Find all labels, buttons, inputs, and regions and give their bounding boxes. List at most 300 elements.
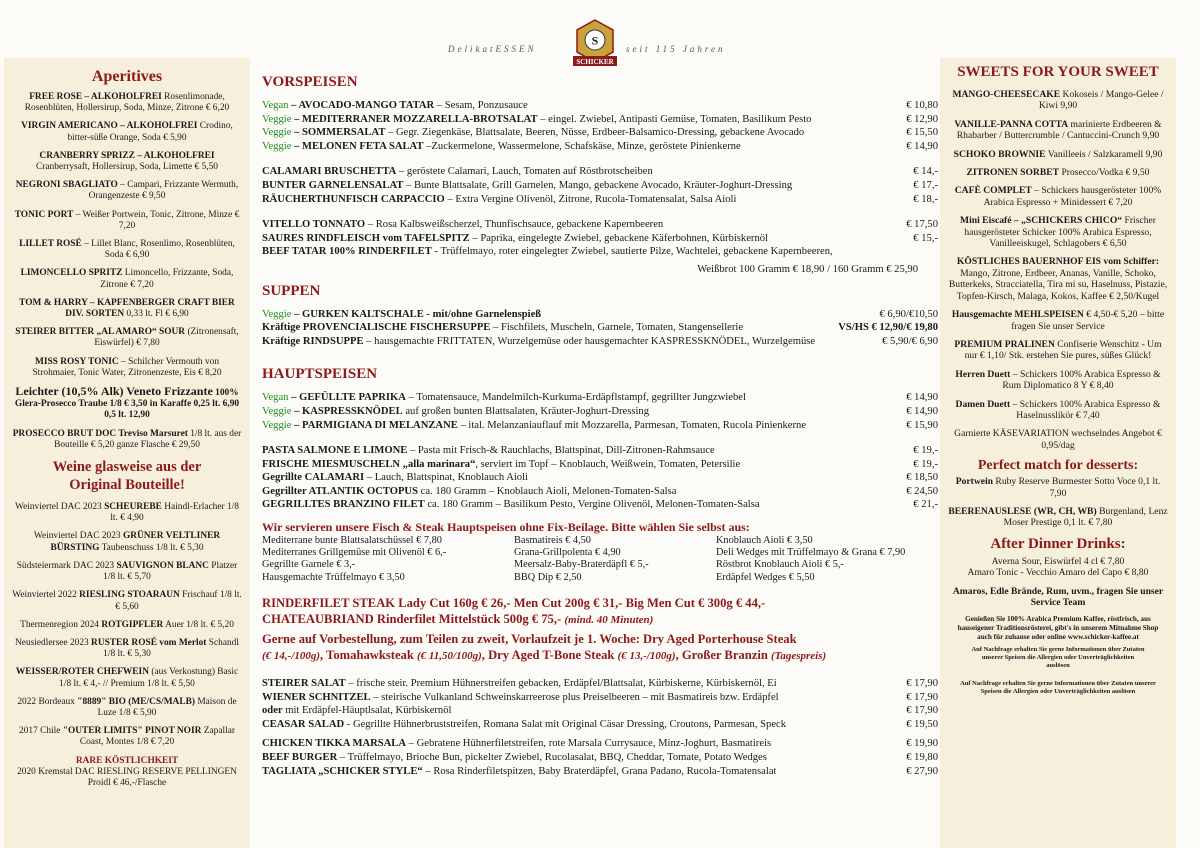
menu-item [262,737,938,751]
dessert-name: PREMIUM PRALINEN [954,338,1055,350]
aperitive-name: Leichter (10,5% Alk) Veneto Frizzante [15,384,213,399]
dish-name: – AVOCADO-MANGO TATAR [291,100,435,111]
aperitive-desc: (Zitronensaft, Eiswürfel) € 7,80 [94,327,239,349]
spacer [262,432,938,444]
aperitive-name: CRANBERRY SPRIZZ – ALKOHOLFREI [39,150,215,161]
dish-desc: mit Erdäpfel-Häuptlsalat, Kürbiskernöl [282,705,452,717]
aperitive-desc: – Lillet Blanc, Rosenlimo, Rosenblüten, Soda € 6,90 [84,239,235,261]
dessert-desc: marinierte Erdbeeren & Rhabarber / Buttercrumble / Cantuccini-Crunch 9,90 [956,118,1162,142]
menu-item-text [262,718,786,732]
dish-name: RÄUCHERTHUNFISCH CARPACCIO [262,193,445,205]
wine-desc: Maison de Luze 1/8 € 5,90 [97,696,237,718]
menu-item [262,218,938,232]
dish-name: CHICKEN TIKKA MARSALA [262,738,407,750]
side-dish: Röstbrot Knoblauch Aioli € 5,- [716,559,844,571]
dish-price: € 19,- [913,458,938,470]
diet-label: Veggie [262,419,292,431]
aperitive-name: NEGRONI SBAGLIATO [15,180,118,191]
side-dish: Knoblauch Aioli € 3,50 [716,535,813,547]
dish-name: – KASPRESSKNÖDEL [294,405,403,417]
aperitive-item [12,151,242,173]
diet-label: Veggie [262,405,292,417]
chateaubriand: CHATEAUBRIAND Rinderfilet Mittelstück 500g € 75,- [262,611,562,626]
svg-text:SCHICKER: SCHICKER [576,58,614,66]
dish-price: € 27,90 [906,765,938,777]
wine-item [12,697,242,719]
menu-item [262,405,938,419]
menu-item-text [262,485,676,499]
match-name: BEERENAUSLESE (WR, CH, WB) [948,505,1097,517]
menu-item [262,704,938,718]
aperitive-desc: Limoncello, Frizzante, Soda, Zitrone € 7,20 [100,268,234,290]
dessert-item [948,149,1168,160]
menu-item [262,232,938,246]
menu-item-text [262,677,777,691]
dish-desc: – ital. Melanzaniauflauf mit Mozzarella, Parmesan, Tomaten, Rucola Pinienkerne [457,419,807,431]
aperitive-desc: – Campari, Frizzante Wermuth, Orangenzeste € 9,50 [88,180,239,202]
wines-list [12,502,242,789]
schicker-logo [567,18,623,70]
menu-item [262,458,938,472]
dish-price: € 19,50 [906,718,938,730]
dish-name: Gegrillter ATLANTIK OCTOPUS [262,485,418,497]
after-dinner-note: Amaros, Edle Brände, Rum, uvm., fragen Sie unser Service Team [952,585,1164,608]
suppen-title: SUPPEN [262,282,321,299]
dessert-name: Herren Duett [955,368,1011,380]
aperitive-name: TOM & HARRY – KAPFENBERGER CRAFT BIER DIV. SORTEN [19,297,235,320]
vorspeisen-title: VORSPEISEN [262,74,358,90]
dish-price: € 17,90 [906,691,938,703]
dessert-name: Mini Eiscafé – „SCHICKERS CHICO“ [960,215,1123,227]
dish-price: € 19,- [913,445,938,457]
dish-desc: – geröstete Calamari, Lauch, Tomaten auf Röstbrotscheiben [396,166,653,178]
menu-item [262,419,938,433]
dish-price: € 17,- [913,179,938,191]
dish-price: € 15,50 [906,127,938,139]
wine-origin: Weinviertel DAC 2023 [33,531,121,542]
menu-item [262,471,938,485]
dessert-desc: – Schickers hausgerösteter 100% Arabica Espresso + Minidessert € 7,20 [983,185,1162,208]
wine-origin: Südsteiermark DAC 2023 [16,560,115,571]
dessert-item [948,119,1168,142]
dish-price: € 14,90 [906,392,938,404]
dessert-desc: Vanilleeis / Salzkaramell 9,90 [1047,148,1163,160]
aperitive-name: STEIRER BITTER „AL AMARO“ SOUR [15,327,186,338]
aperitives-title: Aperitives [91,68,163,85]
wine-origin: Thermenregion 2024 [20,619,99,630]
sweets-sidebar [940,58,1176,848]
dish-price: € 21,- [913,499,938,511]
menu-item-text [262,471,528,485]
wine-desc: Platzer 1/8 lt. € 5,70 [103,560,238,583]
header-tagline-left: DelikatESSEN [448,44,537,54]
match-item [948,476,1168,499]
dish-name: oder [262,705,283,717]
aperitive-name: TONIC PORT [14,209,74,220]
dish-desc: – Gebratene Hühnerfiletstreifen, rote Marsala Currysauce, Minz-Joghurt, Basmatireis [406,738,772,750]
wine-name: "OUTER LIMITS" PINOT NOIR [62,726,202,737]
dish-price: € 17,50 [906,219,938,231]
dessert-item [948,167,1168,178]
diet-label: Veggie [262,140,292,152]
dessert-desc: – Schickers 100% Arabica Espresso & Haselnusslikör € 7,40 [1012,398,1161,421]
diet-label: Vegan [262,100,289,111]
dish-name: VITELLO TONNATO [262,219,366,231]
side-dish: Basmatireis € 4,50 [514,535,591,547]
dessert-desc: Confiserie Wenschitz - Um nur € 1,10/ Stk. erstehen Sie pures, süßes Glück! [964,338,1162,362]
tatar-sizes [262,263,918,277]
menu-item-text [262,126,804,140]
diet-label: Veggie [262,127,292,139]
dish-name: BEEF BURGER [262,752,338,764]
dish-price: € 24,50 [906,485,938,497]
dessert-desc: Kokoseis / Mango-Gelee / Kiwi 9,90 [1038,89,1164,112]
dessert-item [948,215,1168,249]
diet-label: Vegan [262,392,289,404]
dish-name: TAGLIATA „SCHICKER STYLE“ [262,765,423,777]
beilagen-note: Wir servieren unsere Fisch & Steak Hauptspeisen ohne Fix-Beilage. Bitte wählen Sie selbst aus: [262,520,750,535]
menu-item [262,485,938,499]
menu-item-text [262,245,833,259]
menu-item-text [262,498,760,512]
spacer [262,153,938,165]
wine-name: SCHEUREBE [104,502,162,513]
menu-item [262,691,938,705]
side-dish: Erdäpfel Wedges € 5,50 [716,571,815,583]
dish-desc: – Rosa Kalbsweißscherzel, Thunfischsauce, gebackene Kapernbeeren [365,219,664,231]
dessert-desc: € 4,50-€ 5,20 – bitte fragen Sie unser Service [1011,309,1165,332]
dish-price: € 14,- [913,166,938,178]
hauptspeisen-list [262,391,938,512]
aperitive-name: MISS ROSY TONIC [34,356,119,367]
dish-name: – MEDITERRANER MOZZARELLA-BROTSALAT [294,113,538,125]
sweets-list [948,89,1168,451]
dish-price: € 19,90 [906,738,938,750]
dessert-item [948,309,1168,332]
dish-name: SAURES RINDFLEISCH vom TAFELSPITZ [262,232,470,244]
aperitive-item [12,429,242,451]
wine-origin: 2022 Bordeaux [17,696,75,707]
dessert-item [948,399,1168,422]
dessert-name: CAFÈ COMPLET [954,185,1032,197]
dish-price [932,245,938,259]
dessert-desc: Frischer hausgerösteter Schicker 100% Arabica Espresso, Vanilleeiskugel, Schlagobers € 6,50 [964,215,1156,250]
side-dish: Meersalz-Baby-Braterdäpfl € 5,- [514,559,649,571]
dessert-name: KÖSTLICHES BAUERNHOF EIS vom Schiffer: [956,256,1160,268]
menu-item [262,113,938,127]
dessert-item [948,185,1168,208]
match-item [948,506,1168,529]
aperitive-name: VIRGIN AMERICANO – ALKOHOLFREI [21,121,198,132]
aperitive-desc: – Weißer Portwein, Tonic, Zitrone, Minze € 7,20 [75,209,240,231]
side-dish: BBQ Dip € 2,50 [514,571,582,583]
dish-price: € 6,90/€10,50 [879,308,938,320]
wine-item [12,756,242,790]
dish-desc: auf großen bunten Blattsalaten, Kräuter-Joghurt-Dressing [402,405,650,417]
dish-name: STEIRER SALAT [262,678,346,690]
wine-desc: Taubenschuss 1/8 lt. € 5,30 [101,542,204,553]
aperitive-item [12,327,242,349]
aperitive-desc: 0,33 lt. Fl € 6,90 [126,309,189,320]
dish-name: BUNTER GARNELENSALAT [262,179,404,191]
aperitive-desc: Crodino, bitter-süße Orange, Soda € 5,90 [67,121,233,143]
menu-item-text [262,335,815,349]
dish-desc: – Tomatensauce, Mandelmilch-Kurkuma-Erdäpflstampf, gegrillter Jungzwiebel [405,392,746,404]
aperitive-desc: Cranberrysaft, Hollersirup, Soda, Limette € 5,50 [36,162,218,173]
dessert-desc: Prosecco/Vodka € 9,50 [1061,167,1150,179]
dessert-item [948,369,1168,392]
aperitives-list [12,92,242,451]
wine-item [12,531,242,553]
aperitive-item [12,357,242,379]
aperitive-name: LIMONCELLO SPRITZ [20,268,123,279]
wine-desc: Haindl-Erlacher 1/8 lt. € 4,90 [110,502,239,524]
wine-name: RIESLING STOARAUN [79,590,180,601]
wine-name: RUSTER ROSÉ vom Merlot [91,637,207,648]
dish-name: – GURKEN KALTSCHALE - mit/ohne Garnelenspieß [294,308,542,320]
aperitive-desc: Rosenlimonade, Rosenblüten, Hollersirup, Soda, Minze, Zitrone € 6,20 [24,92,230,114]
menu-item-text [262,179,792,193]
dish-name: – PARMIGIANA DI MELANZANE [294,419,458,431]
dish-name: GEGRILLTES BRANZINO FILET [262,499,425,511]
vorspeisen-list [262,99,938,259]
menu-item [262,165,938,179]
dessert-item [948,256,1168,302]
dish-name: Kräftige RINDSUPPE [262,335,364,347]
menu-item-text [262,751,767,765]
dish-price: € 10,80 [906,100,938,111]
menu-item [262,391,938,405]
wine-desc: Zapallar Coast, Montes 1/8 € 7,20 [79,726,235,748]
side-dish: Hausgemachte Trüffelmayo € 3,50 [262,571,405,583]
menu-item-text [262,232,768,246]
dish-desc: – Extra Vergine Olivenöl, Zitrone, Rucola-Tomatensalat, Salsa Aioli [444,193,737,205]
dish-price: € 18,- [913,193,938,205]
dish-desc: – Gegr. Ziegenkäse, Blattsalate, Beeren, Nüsse, Erdbeer-Balsamico-Dressing, gebackene Avocado [385,127,805,139]
dessert-name: VANILLE-PANNA COTTA [954,118,1069,130]
dish-name: Kräftige PROVENCIALISCHE FISCHERSUPPE [262,322,491,334]
menu-item-text [262,308,541,322]
menu-item [262,718,938,732]
chateaubriand-note: (mind. 40 Minuten) [564,613,654,626]
dessert-name: Damen Duett [955,398,1011,410]
spacer [262,206,938,218]
wine-item [12,590,242,612]
dish-desc: – Sesam, Ponzusauce [434,100,528,111]
menu-item-text [262,405,649,419]
menu-item-text [262,165,653,179]
dish-price: € 18,50 [906,472,938,484]
wine-item [12,667,242,689]
aperitive-item [12,92,242,114]
dessert-name: Hausgemachte MEHLSPEISEN [951,309,1084,321]
aperitive-desc: 1/8 lt. aus der Bouteille € 5,20 ganze Flasche € 29,50 [54,428,242,450]
dish-desc: – eingel. Zwiebel, Antipasti Gemüse, Tomaten, Basilikum Pesto [537,113,812,125]
dish-desc: ca. 180 Gramm – Knoblauch Aioli, Melonen-Tomaten-Salsa [417,485,677,497]
menu-item-text [262,193,736,207]
dessert-item [948,428,1168,451]
menu-item-text [262,737,771,751]
aperitive-desc: 100% Glera-Prosecco Traube 1/8 € 3,50 in Karaffe 0,25 lt. 6,90 0,5 lt. 12,90 [14,388,240,421]
diet-label: Veggie [262,113,292,125]
dish-desc: – Pasta mit Frisch-& Rauchlachs, Blattspinat, Dill-Zitronen-Rahmsauce [407,445,715,457]
menu-item [262,444,938,458]
dish-name: CALAMARI BRUSCHETTA [262,166,397,178]
wine-origin: Weinviertel 2022 [12,590,77,601]
suppen-list [262,308,938,349]
wine-origin: 2017 Chile [19,726,61,737]
dish-price: VS/HS € 12,90/€ 19,80 [838,322,938,334]
menu-item [262,765,938,779]
wine-desc: Frischauf 1/8 lt. € 5,60 [115,590,242,612]
dish-desc: – Paprika, eingelegte Zwiebel, gebackene Käferbohnen, Kürbiskernöl [469,232,768,244]
classics-list [262,677,938,778]
wine-item [12,502,242,524]
wine-item [12,638,242,660]
menu-item [262,99,938,113]
dessert-desc: – Schickers 100% Arabica Espresso & Rum Diplomatico 8 Y € 8,40 [1002,368,1161,392]
menu-item [262,498,938,512]
dessert-desc: Mango, Zitrone, Erdbeer, Ananas, Vanille, Schoko, Butterkeks, Stracciatella, Tira mi su, Haselnuss, Pistazie, Topfen-Kirsch, Malaga, Kokos, Kaffee € 2,50/Kugel [948,267,1168,302]
menu-item-text [262,419,806,433]
dish-name: BEEF TATAR 100% RINDERFILET [262,246,432,258]
menu-item-text [262,391,746,405]
menu-item [262,140,938,154]
menu-item-text [262,444,715,458]
aperitives-sidebar [4,58,250,848]
dish-name: FRISCHE MIESMUSCHELN „alla marinara“ [262,458,476,470]
after-dinner-title: After Dinner Drinks: [990,535,1126,552]
dish-name: CEASAR SALAD [262,718,345,730]
dish-price: € 15,90 [906,419,938,431]
dessert-item [948,339,1168,362]
allergen-note-1: Auf Nachfrage erhalten Sie gerne Informationen über Zutaten unserer Speisen die Allergien oder Unverträglichkeiten auslösen [971,646,1145,670]
wine-desc: (aus Verkostung) Basic 1/8 lt. € 4,- // Premium 1/8 lt. € 5,50 [59,667,239,689]
menu-item-text [262,321,743,335]
steak-line-1: RINDERFILET STEAK Lady Cut 160g € 26,- Men Cut 200g € 31,- Big Men Cut € 300g € 44,- [262,595,766,610]
match-list [948,476,1168,529]
dish-price: € 5,90/€ 6,90 [882,335,938,347]
menu-item-text [262,691,779,705]
menu-item [262,677,938,691]
aperitive-name: FREE ROSE – ALKOHOLFREI [29,92,162,102]
menu-item-text [262,704,451,718]
header-tagline-right: seit 115 Jahren [626,44,726,54]
dish-desc: – steirische Vulkanland Schweinskarreerose plus Preiselbeeren – mit Basmatireis bzw. Erdäpfel [370,691,779,703]
menu-item [262,308,938,322]
dish-name: PASTA SALMONE E LIMONE [262,445,408,457]
dish-desc: - Trüffelmayo, roter eingelegter Zwiebel, sautierte Pilze, Wachtelei, gebackene Kapernbeeren, [431,246,833,258]
dish-price: € 17,90 [906,705,938,717]
dish-price: € 17,90 [906,678,938,690]
aperitive-item [12,121,242,143]
dish-desc: – Fischfilets, Muscheln, Garnele, Tomaten, Stangensellerie [490,322,744,334]
dish-price: € 15,- [913,232,938,244]
menu-item [262,335,938,349]
menu-item-text [262,218,663,232]
after-dinner-drink: Amaro Tonic - Vecchio Amaro del Capo € 8,80 [967,567,1149,579]
side-dish: Mediterrane bunte Blattsalatschüssel € 7,80 [262,535,442,547]
menu-item [262,751,938,765]
aperitive-desc: – Schilcher Vermouth von Strohmaier, Tonic Water, Zitronenzeste, Eis € 8,20 [32,356,222,378]
aperitive-item [12,298,242,320]
side-dish: Deli Wedges mit Trüffelmayo & Grana € 7,90 [716,547,906,559]
dish-desc: – hausgemachte FRITTATEN, Wurzelgemüse oder hausgemachter KASPRESSKNÖDEL, Wurzelgemüse [363,335,816,347]
aperitive-item [12,268,242,290]
menu-item-text [262,140,741,154]
sweets-title: SWEETS FOR YOUR SWEET [957,64,1159,80]
wine-desc: 2020 Kremstal DAC RIESLING RESERVE PELLINGEN Proidl € 46,-/Flasche [17,766,237,788]
wines-title: Weine glasweise aus der Original Bouteille! [52,459,202,494]
dish-desc: –Zuckermelone, Wassermelone, Schafskäse, Minze, geröstete Pinienkerne [423,140,741,152]
dish-price: € 19,80 [906,752,938,764]
main-menu [262,74,938,778]
aperitive-item [12,180,242,202]
match-desc: Burgenland, Lenz Moser Prestige 0,1 lt. € 7,80 [1003,505,1168,529]
dish-desc: – Lauch, Blattspinat, Knoblauch Aioli [364,472,528,484]
wine-name: RARE KÖSTLICHKEIT [75,755,179,766]
dessert-name: SCHOKO BROWNIE [953,148,1046,160]
wine-desc: Auer 1/8 lt. € 5,20 [165,619,234,630]
side-dish: Mediterranes Grillgemüse mit Olivenöl € 6,- [262,547,447,559]
diet-label: Veggie [262,308,292,320]
side-dish: Gegrillte Garnele € 3,- [262,559,356,571]
wine-origin: Weinviertel DAC 2023 [15,502,102,513]
dish-price: € 14,90 [906,140,938,152]
aperitive-item [12,239,242,261]
tatar-sizes-text: Weißbrot 100 Gramm € 18,90 / 160 Gramm € 25,90 [697,263,918,275]
dessert-name: ZITRONEN SORBET [966,167,1060,179]
menu-item [262,193,938,207]
menu-item [262,126,938,140]
match-desc: Ruby Reserve Burmester Sotto Voce 0,1 lt. 7,90 [995,476,1161,499]
dish-price: € 12,90 [906,113,938,125]
menu-item-text [262,458,740,472]
menu-item-text [262,99,528,113]
dish-desc: , serviert im Topf – Knoblauch, Weißwein, Tomaten, Petersilie [475,458,741,470]
beilagen-grid [262,535,938,584]
wine-name: GRÜNER VELTLINER BÜRSTING [50,531,221,553]
wine-name: ROTGIPFLER [101,619,164,630]
hauptspeisen-title: HAUPTSPEISEN [262,366,378,383]
wine-item [12,620,242,631]
menu-item [262,245,938,259]
wine-item [12,726,242,748]
aperitive-name: PROSECCO BRUT DOC Treviso Marsuret [12,428,188,439]
menu-item-text [262,765,776,779]
dessert-name: MANGO-CHEESECAKE [952,89,1061,100]
dish-name: Gegrillte CALAMARI [262,472,365,484]
dessert-item [948,89,1168,112]
dish-name: – SOMMERSALAT [294,127,386,139]
dish-name: – MELONEN FETA SALAT [294,140,424,152]
side-dish: Grana-Grillpolenta € 4,90 [514,547,621,559]
allergen-note-2: Auf Nachfrage erhalten Sie gerne Informationen über Zutaten unserer Speisen die Allergien oder Unverträglichkeiten auslösen [960,680,1156,696]
aperitive-name: LILLET ROSÉ [19,239,82,250]
dish-name: – GEFÜLLTE PAPRIKA [291,392,406,404]
steak-line-2 [262,612,938,629]
dish-desc: – Trüffelmayo, Brioche Bun, pickelter Zwiebel, Rucolasalat, BBQ, Cheddar, Tomate, Potato Wedges [337,752,767,764]
dish-name: WIENER SCHNITZEL [262,691,371,703]
wine-desc: Schandl 1/8 lt. € 5,30 [103,637,239,660]
dish-price: € 14,90 [906,405,938,417]
wine-name: SAUVIGNON BLANC [116,560,209,571]
dish-desc: – frische steir. Premium Hühnerstreifen gebacken, Erdäpfel/Blattsalat, Kürbiskerne, Kürbiskernöl, Ei [345,678,777,690]
after-dinner-drink: Averna Sour, Eiswürfel 4 cl € 7,80 [991,555,1125,567]
menu-item [262,321,938,335]
wine-item [12,561,242,583]
steak-line-4: (€ 14,-/100g), Tomahawksteak (€ 11,50/100g), Dry Aged T-Bone Steak (€ 13,-/100g), Großer Branzin (Tagespreis) [262,648,827,663]
